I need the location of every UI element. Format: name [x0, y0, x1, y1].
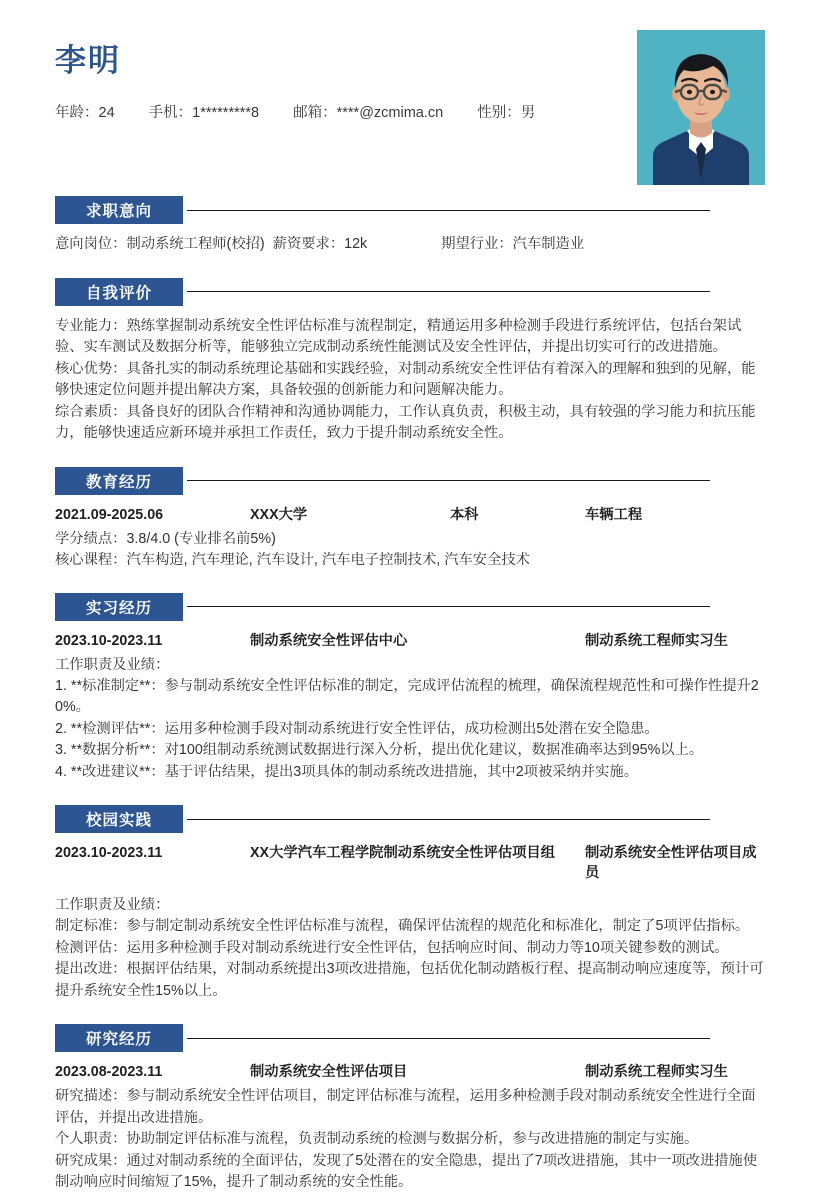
- section-header-research: [55, 1024, 765, 1052]
- contact-gender-value: 男: [520, 105, 536, 122]
- education-gpa: 学分绩点：3.8/4.0 (专业排名前5%): [55, 530, 276, 547]
- contact-email-label: 邮箱：: [293, 105, 337, 122]
- job-intent-row: [55, 234, 765, 256]
- contact-age-value: 24: [98, 105, 115, 122]
- section-badge-internship: 实习经历: [55, 593, 183, 621]
- section-badge-job-intent: 求职意向: [55, 196, 183, 224]
- self-eval-paragraph: 综合素质：具备良好的团队合作精神和沟通协调能力，工作认真负责，积极主动，具有较强的学习能力和抗压能力，能够快速适应新环境并承担工作责任，致力于提升制动系统安全性。: [55, 403, 756, 441]
- campus-item: 检测评估：运用多种检测手段对制动系统进行安全性评估，包括响应时间、制动力等10项关键参数的测试。: [55, 939, 729, 956]
- research-item: 个人职责：协助制定评估标准与流程，负责制动系统的检测与数据分析，参与改进措施的制定与实施。: [55, 1131, 699, 1147]
- self-eval-paragraph: 核心优势：具备扎实的制动系统理论基础和实践经验，对制动系统安全性评估有着深入的理解和独到的见解，能够快速定位问题并提出解决方案，具备较强的创新能力和问题解决能力。: [55, 360, 756, 398]
- section-badge-research: 研究经历: [55, 1024, 183, 1052]
- section-campus-practice: [55, 805, 765, 1002]
- section-education: [55, 467, 765, 571]
- contact-phone: [149, 101, 259, 122]
- section-research: [55, 1024, 765, 1194]
- contact-email: [293, 101, 443, 122]
- contact-age: [55, 101, 115, 122]
- portrait-photo-icon: [637, 30, 765, 185]
- campus-duties-label: 工作职责及业绩：: [55, 897, 170, 913]
- contact-phone-value: 1*********8: [192, 105, 260, 122]
- salary-value: 12k: [344, 236, 368, 252]
- section-rule: [187, 819, 710, 820]
- section-badge-self-evaluation: 自我评价: [55, 278, 183, 306]
- campus-org: XX大学汽车工程学院制动系统安全性评估项目组: [250, 845, 556, 861]
- salary-label: 薪资要求：: [272, 236, 345, 252]
- research-entry-row: [55, 1062, 765, 1082]
- contact-age-label: 年龄：: [55, 105, 99, 122]
- research-item: 研究成果：通过对制动系统的全面评估，发现了5处潜在的安全隐患，提出了7项改进措施，其中一项改进措施使制动响应时间缩短了15%，提升了制动系统的安全性能。: [55, 1152, 758, 1190]
- section-header-self-evaluation: [55, 278, 765, 306]
- internship-item: 3. **数据分析**：对100组制动系统测试数据进行深入分析，提出优化建议，数据准确率达到95%以上。: [55, 742, 704, 758]
- internship-duties-label: 工作职责及业绩：: [55, 656, 170, 673]
- section-job-intent: [55, 196, 765, 256]
- internship-date: 2023.10-2023.11: [55, 632, 163, 649]
- contact-gender-label: 性别：: [477, 105, 521, 122]
- research-org: 制动系统安全性评估项目: [250, 1064, 408, 1080]
- education-degree: 本科: [450, 506, 479, 523]
- education-major: 车辆工程: [585, 506, 643, 523]
- contact-gender: [477, 101, 535, 122]
- research-role: 制动系统工程师实习生: [585, 1064, 728, 1080]
- internship-item: 1. **标准制定**：参与制动系统安全性评估标准的制定，完成评估流程的梳理，确保流程规范性和可操作性提升20%。: [55, 677, 759, 715]
- section-header-campus-practice: [55, 805, 765, 833]
- campus-role: 制动系统安全性评估项目成员: [585, 845, 757, 881]
- section-rule: [187, 1038, 710, 1039]
- page-title: 李明: [55, 43, 121, 78]
- section-badge-education: 教育经历: [55, 467, 183, 495]
- self-eval-paragraph: 专业能力：熟练掌握制动系统安全性评估标准与流程制定，精通运用多种检测手段进行系统评估，包括台架试验、实车测试及数据分析等，能够独立完成制动系统性能测试及安全性评估，并提出切实可行的改进措施。: [55, 317, 742, 355]
- internship-entry-row: [55, 631, 765, 651]
- section-rule: [187, 210, 710, 211]
- resume-header: [55, 0, 765, 190]
- education-entry-row: [55, 505, 765, 525]
- campus-entry-row: [55, 843, 765, 883]
- section-badge-campus-practice: 校园实践: [55, 805, 183, 833]
- position-label: 意向岗位：: [55, 236, 127, 252]
- internship-role: 制动系统工程师实习生: [585, 632, 728, 649]
- internship-org: 制动系统安全性评估中心: [250, 632, 408, 649]
- research-date: 2023.08-2023.11: [55, 1064, 163, 1080]
- avatar: [637, 30, 765, 185]
- industry-label: 期望行业：: [441, 236, 513, 252]
- section-internship: [55, 593, 765, 784]
- campus-item: 提出改进：根据评估结果，对制动系统提出3项改进措施，包括优化制动踏板行程、提高制动响应速度等，预计可提升系统安全性15%以上。: [55, 961, 764, 999]
- internship-item: 2. **检测评估**：运用多种检测手段对制动系统进行安全性评估，成功检测出5处潜在安全隐患。: [55, 720, 659, 737]
- campus-item: 制定标准：参与制定制动系统安全性评估标准与流程，确保评估流程的规范化和标准化，制定了5项评估指标。: [55, 918, 750, 934]
- education-courses: 核心课程：汽车构造, 汽车理论, 汽车设计, 汽车电子控制技术, 汽车安全技术: [55, 551, 530, 568]
- education-school: XXX大学: [250, 506, 308, 523]
- section-rule: [187, 606, 710, 607]
- position-value: 制动系统工程师(校招): [126, 236, 265, 252]
- industry-value: 汽车制造业: [512, 236, 585, 252]
- section-self-evaluation: [55, 278, 765, 445]
- contact-phone-label: 手机：: [148, 105, 193, 122]
- campus-date: 2023.10-2023.11: [55, 845, 163, 861]
- section-rule: [187, 480, 710, 481]
- section-header-job-intent: [55, 196, 765, 224]
- research-item: 研究描述：参与制动系统安全性评估项目，制定评估标准与流程，运用多种检测手段对制动系统安全性进行全面评估，并提出改进措施。: [55, 1088, 756, 1126]
- internship-item: 4. **改进建议**：基于评估结果，提出3项具体的制动系统改进措施，其中2项被采纳并实施。: [55, 763, 639, 780]
- contact-email-value: ****@zcmima.cn: [336, 105, 444, 122]
- section-rule: [187, 291, 710, 292]
- section-header-education: [55, 467, 765, 495]
- section-header-internship: [55, 593, 765, 621]
- education-date: 2021.09-2025.06: [55, 506, 164, 523]
